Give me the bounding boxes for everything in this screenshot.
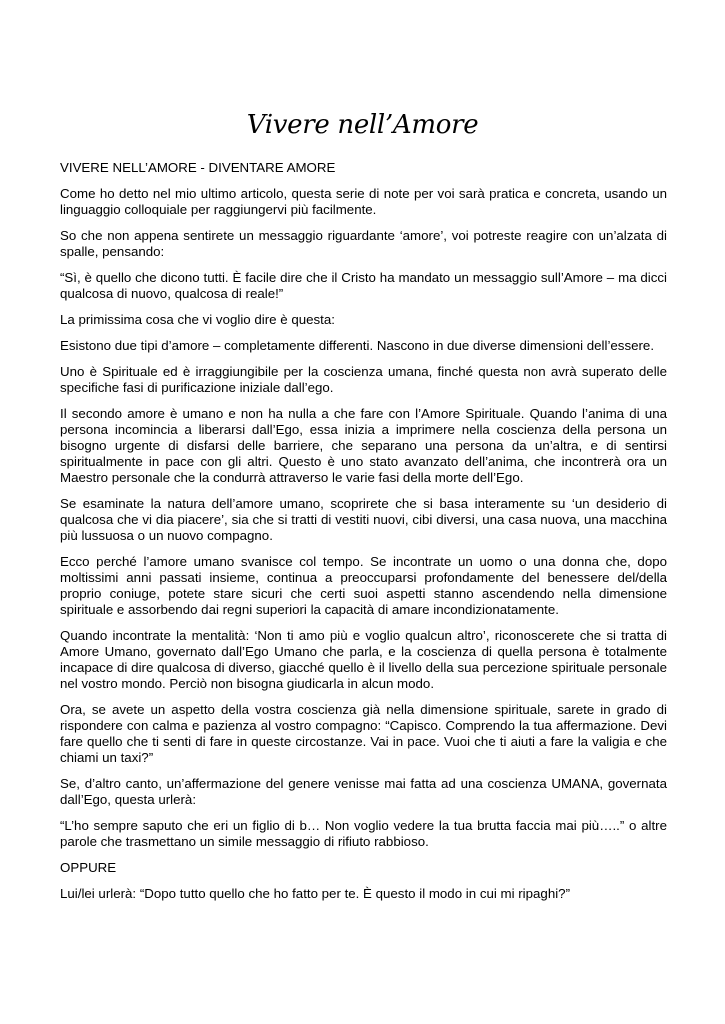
paragraph: Se, d’altro canto, un’affermazione del genere venisse mai fatta ad una coscienza UMANA, governata dall’Ego, questa urlerà: [60,776,667,807]
paragraph: Lui/lei urlerà: “Dopo tutto quello che ho fatto per te. È questo il modo in cui mi ripaghi?” [60,886,570,901]
paragraph: Quando incontrate la mentalità: ‘Non ti amo più e voglio qualcun altro’, riconoscerete che si tratta di Amore Umano, governato dall’Ego Umano che parla, e la coscienza di quella persona è totalmente incapace di dire qualcosa di diverso, giacché quello è il livello della sua percezione spirituale personale nel vostro mondo. Perciò non bisogna giudicarla in alcun modo. [60,628,667,691]
paragraph: Esistono due tipi d’amore – completamente differenti. Nascono in due diverse dimensioni dell’essere. [60,338,655,353]
paragraph: Il secondo amore è umano e non ha nulla a che fare con l’Amore Spirituale. Quando l’anima di una persona incomincia a liberarsi dall’Ego, essa inizia a imprimere nella coscienza della persona un bisogno urgente di disfarsi delle barriere, che separano una persona da un’altra, e di sentirsi spiritualmente in pace con gli altri. Questo è uno stato avanzato dell’anima, che incontrerà ora un Maestro personale che la condurrà attraverso le varie fasi della morte dell’Ego. [60,406,667,485]
paragraph: La primissima cosa che vi voglio dire è questa: [60,312,335,327]
paragraph: Come ho detto nel mio ultimo articolo, questa serie di note per voi sarà pratica e concreta, usando un linguaggio colloquiale per raggiungervi più facilmente. [60,186,667,217]
paragraph: Se esaminate la natura dell’amore umano, scoprirete che si basa interamente su ‘un desiderio di qualcosa che vi dia piacere’, sia che si tratti di vestiti nuovi, cibi diversi, una casa nuova, una macchina più lussuosa o un nuovo compagno. [60,496,667,543]
section-heading: VIVERE NELL’AMORE - DIVENTARE AMORE [60,160,336,175]
document-body [60,160,667,902]
paragraph: Ora, se avete un aspetto della vostra coscienza già nella dimensione spirituale, sarete in grado di rispondere con calma e pazienza al vostro compagno: “Capisco. Comprendo la tua affermazione. Devi fare quello che ti senti di fare in queste circostanze. Vai in pace. Vuoi che ti aiuti a fare la valigia e che chiami un taxi?” [60,702,667,765]
paragraph: “L’ho sempre saputo che eri un figlio di b… Non voglio vedere la tua brutta faccia mai più…..” o altre parole che trasmettano un simile messaggio di rifiuto rabbioso. [60,818,667,849]
document-title: Vivere nell’Amore [246,110,479,140]
paragraph: Uno è Spirituale ed è irraggiungibile per la coscienza umana, finché questa non avrà superato delle specifiche fasi di purificazione iniziale dall’ego. [60,364,667,395]
paragraph: OPPURE [60,860,117,875]
paragraph: “Sì, è quello che dicono tutti. È facile dire che il Cristo ha mandato un messaggio sull’Amore – ma dicci qualcosa di nuovo, qualcosa di reale!” [60,270,667,301]
paragraph: Ecco perché l’amore umano svanisce col tempo. Se incontrate un uomo o una donna che, dopo moltissimi anni passati insieme, continua a preoccuparsi profondamente del benessere del/della proprio coniuge, potete stare sicuri che certi suoi aspetti stanno ascendendo nella dimensione spirituale e assorbendo dai regni superiori la capacità di amare incondizionatamente. [60,554,667,617]
paragraph: So che non appena sentirete un messaggio riguardante ‘amore’, voi potreste reagire con un’alzata di spalle, pensando: [60,228,667,259]
